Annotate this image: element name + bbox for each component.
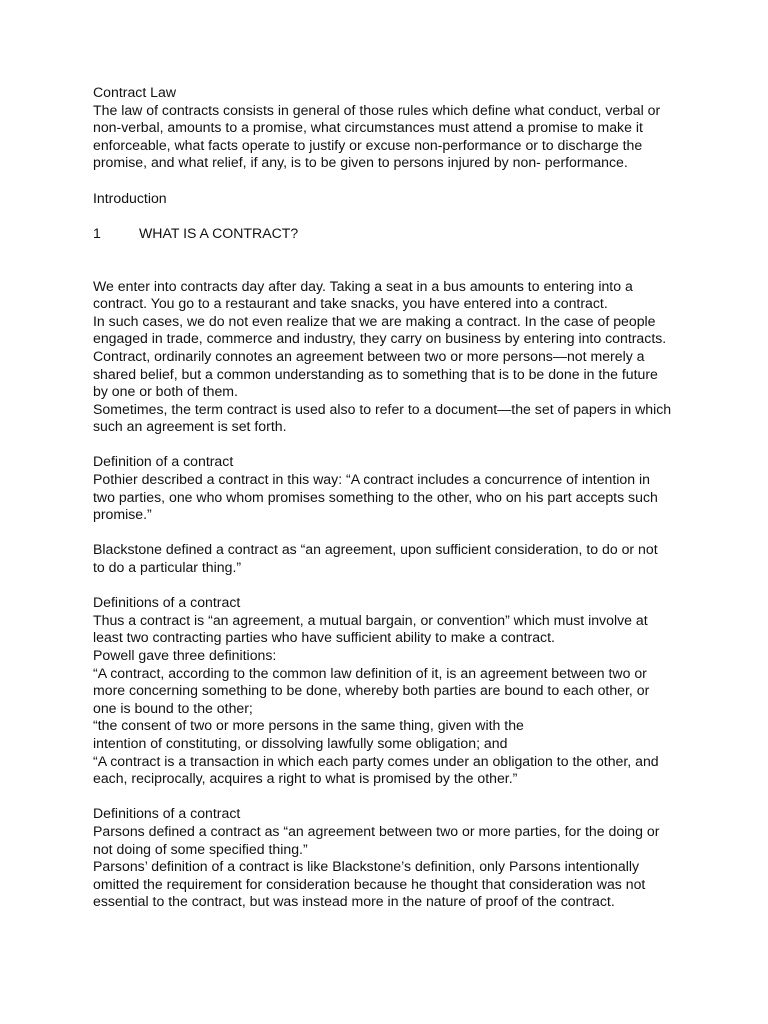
document-title: Contract Law xyxy=(93,84,177,100)
definition-line: Pothier described a contract in this way: “A contract includes a concurrence of intention in xyxy=(93,471,650,488)
definition-line: more concerning something to be done, whereby both parties are bound to each other, or xyxy=(93,682,650,699)
intro-line: promise, and what relief, if any, is to be given to persons injured by non- performance. xyxy=(93,154,628,171)
body-line: such an agreement is set forth. xyxy=(93,418,287,435)
blackstone-line: Blackstone defined a contract as “an agreement, upon sufficient consideration, to do or not xyxy=(93,541,658,558)
definition-line: Parsons defined a contract as “an agreement between two or more parties, for the doing or xyxy=(93,822,660,839)
definition-line: Parsons’ definition of a contract is like Blackstone’s definition, only Parsons intentionally xyxy=(93,858,640,875)
section-heading-row xyxy=(93,225,693,243)
body-line: We enter into contracts day after day. Taking a seat in a bus amounts to entering into a xyxy=(93,277,633,294)
body-line: shared belief, but a common understanding as to something that is to be done in the future xyxy=(93,365,658,382)
body-line: contract. You go to a restaurant and take snacks, you have entered into a contract. xyxy=(93,295,608,312)
definition-heading: Definition of a contract xyxy=(93,453,234,470)
definition-line: not doing of some specified thing.” xyxy=(93,840,308,857)
intro-line: enforceable, what facts operate to justify or excuse non-performance or to discharge the xyxy=(93,136,643,153)
definition-line: promise.” xyxy=(93,506,152,523)
introduction-heading: Introduction xyxy=(93,189,167,206)
definition-line: “A contract, according to the common law definition of it, is an agreement between two or xyxy=(93,664,647,681)
definition-line: each, reciprocally, acquires a right to what is promised by the other.” xyxy=(93,770,518,787)
definition-line: Powell gave three definitions: xyxy=(93,647,277,663)
body-line: Contract, ordinarily connotes an agreement between two or more persons—not merely a xyxy=(93,347,645,364)
definition-line: “A contract is a transaction in which each party comes under an obligation to the other, and xyxy=(93,752,659,769)
definition-heading: Definitions of a contract xyxy=(93,594,241,611)
definition-line: two parties, one who whom promises something to the other, who on his part accepts such xyxy=(93,488,658,505)
spacer xyxy=(93,788,693,806)
definition-line: essential to the contract, but was instead more in the nature of proof of the contract. xyxy=(93,893,615,910)
intro-line: non-verbal, amounts to a promise, what circumstances must attend a promise to make it xyxy=(93,119,643,136)
spacer xyxy=(93,436,693,454)
definition-line: “the consent of two or more persons in the same thing, given with the xyxy=(93,717,524,734)
definition-line: omitted the requirement for consideration because he thought that consideration was not xyxy=(93,875,646,892)
document-page xyxy=(93,84,693,911)
definition-heading: Definitions of a contract xyxy=(93,805,241,822)
spacer xyxy=(93,577,693,595)
spacer xyxy=(93,242,693,277)
spacer xyxy=(93,172,693,190)
body-line: In such cases, we do not even realize that we are making a contract. In the case of people xyxy=(93,312,656,329)
definition-line: least two contracting parties who have sufficient ability to make a contract. xyxy=(93,629,555,646)
definition-line: intention of constituting, or dissolving lawfully some obligation; and xyxy=(93,734,508,751)
definition-line: Thus a contract is “an agreement, a mutual bargain, or convention” which must involve at xyxy=(93,611,648,628)
section-heading: WHAT IS A CONTRACT? xyxy=(139,224,299,241)
body-line: Sometimes, the term contract is used also to refer to a document—the set of papers in which xyxy=(93,400,672,417)
body-line: engaged in trade, commerce and industry, they carry on business by entering into contracts. xyxy=(93,330,667,347)
definition-line: one is bound to the other; xyxy=(93,699,253,716)
blackstone-line: to do a particular thing.” xyxy=(93,559,242,576)
section-number: 1 xyxy=(93,224,101,241)
spacer xyxy=(93,524,693,542)
spacer xyxy=(93,207,693,225)
body-line: by one or both of them. xyxy=(93,383,238,400)
intro-line: The law of contracts consists in general of those rules which define what conduct, verbal or xyxy=(93,101,661,118)
